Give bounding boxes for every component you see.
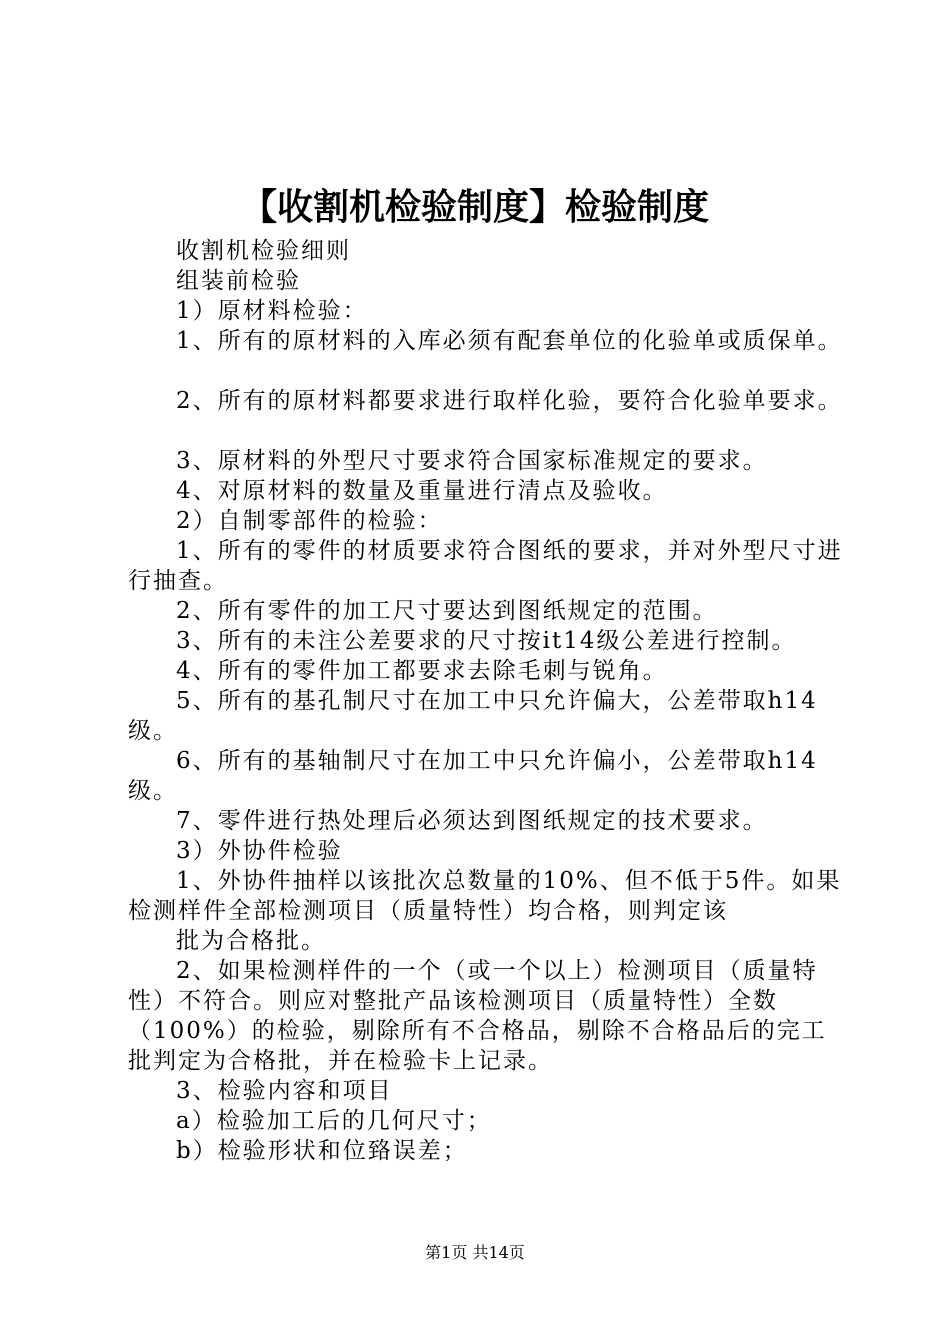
- paragraph: 批为合格批。: [176, 928, 326, 954]
- paragraph: 1）原材料检验：: [176, 298, 368, 324]
- paragraph: a）检验加工后的几何尺寸；: [176, 1108, 492, 1134]
- paragraph: 收割机检验细则: [176, 238, 351, 264]
- paragraph: 5、所有的基孔制尺寸在加工中只允许偏大，公差带取h14级。: [128, 688, 818, 744]
- paragraph: 2、所有的原材料都要求进行取样化验，要符合化验单要求。: [176, 388, 843, 414]
- paragraph: 1、所有的零件的材质要求符合图纸的要求，并对外型尺寸进行抽查。: [128, 538, 843, 594]
- paragraph: 2、所有零件的加工尺寸要达到图纸规定的范围。: [176, 598, 718, 624]
- paragraph: 3、检验内容和项目: [176, 1078, 393, 1104]
- paragraph: 2）自制零部件的检验：: [176, 508, 443, 534]
- paragraph: 1、所有的原材料的入库必须有配套单位的化验单或质保单。: [176, 328, 843, 354]
- paragraph: b）检验形状和位臵误差；: [176, 1138, 468, 1164]
- paragraph: 4、对原材料的数量及重量进行清点及验收。: [176, 478, 668, 504]
- paragraph: 4、所有的零件加工都要求去除毛刺与锐角。: [176, 658, 668, 684]
- document-title: 【收割机检验制度】检验制度: [240, 187, 709, 228]
- paragraph: 3）外协件检验: [176, 838, 343, 864]
- paragraph: 1、外协件抽样以该批次总数量的10%、但不低于5件。如果检测样件全部检测项目（质量特性）均合格，则判定该: [128, 868, 842, 924]
- paragraph: 3、所有的未注公差要求的尺寸按it14级公差进行控制。: [176, 628, 797, 654]
- paragraph: 组装前检验: [176, 268, 301, 294]
- document-body: [128, 236, 848, 1166]
- page-footer: 第1页 共14页: [425, 1243, 525, 1262]
- paragraph: 6、所有的基轴制尺寸在加工中只允许偏小，公差带取h14级。: [128, 748, 818, 804]
- paragraph: 3、原材料的外型尺寸要求符合国家标准规定的要求。: [176, 448, 768, 474]
- paragraph: 7、零件进行热处理后必须达到图纸规定的技术要求。: [176, 808, 768, 834]
- paragraph: 2、如果检测样件的一个（或一个以上）检测项目（质量特性）不符合。则应对整批产品该检测项目（质量特性）全数（100%）的检验，剔除所有不合格品，剔除不合格品后的完工批判定为合格批，并在检验卡上记录。: [128, 958, 827, 1074]
